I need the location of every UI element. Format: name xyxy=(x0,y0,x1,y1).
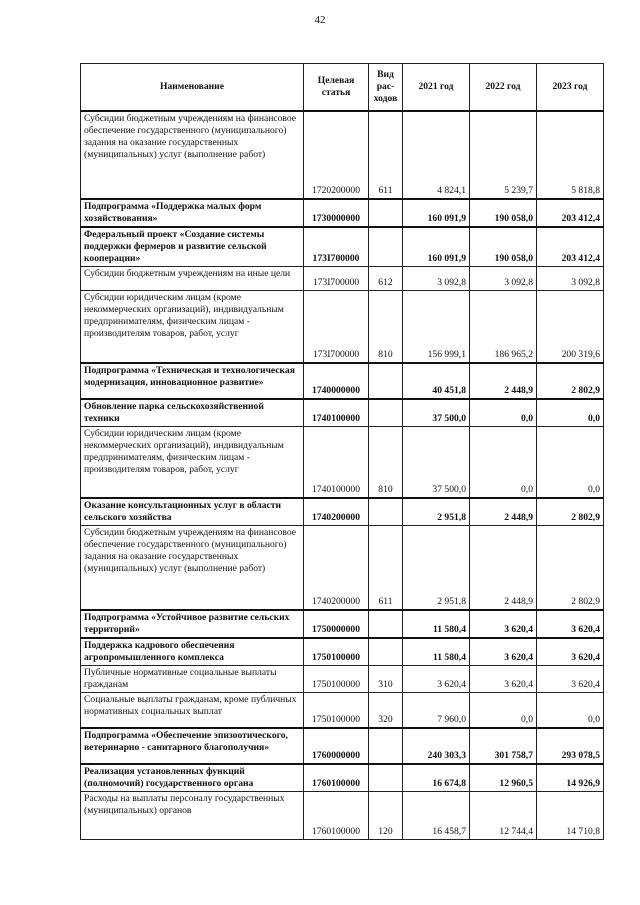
row-2023: 0,0 xyxy=(537,426,604,498)
row-2022: 0,0 xyxy=(470,399,537,427)
row-2022: 12 960,5 xyxy=(470,764,537,792)
row-name: Подпрограмма «Обеспечение эпизоотического, ветеринарно - санитарного благополучия» xyxy=(81,728,304,764)
row-2021: 16 458,7 xyxy=(403,792,470,840)
row-2021: 3 620,4 xyxy=(403,665,470,692)
row-kind xyxy=(369,498,403,526)
header-2023: 2023 год xyxy=(537,64,604,112)
table-row xyxy=(81,638,604,666)
row-2022: 2 448,9 xyxy=(470,526,537,610)
row-2022: 2 448,9 xyxy=(470,363,537,399)
table-row xyxy=(81,363,604,399)
row-code: 1730000000 xyxy=(304,199,369,227)
row-code: 173I700000 xyxy=(304,227,369,267)
row-2021: 40 451,8 xyxy=(403,363,470,399)
row-kind: 810 xyxy=(369,291,403,363)
row-code: 1750100000 xyxy=(304,638,369,666)
table-row xyxy=(81,111,604,199)
row-code: 173I700000 xyxy=(304,267,369,291)
row-code: 1750100000 xyxy=(304,692,369,728)
row-kind xyxy=(369,638,403,666)
row-2021: 11 580,4 xyxy=(403,610,470,638)
row-2021: 2 951,8 xyxy=(403,498,470,526)
row-2023: 203 412,4 xyxy=(537,199,604,227)
row-2021: 37 500,0 xyxy=(403,426,470,498)
header-2021: 2021 год xyxy=(403,64,470,112)
row-name: Подпрограмма «Техническая и технологическая модернизация, инновационное развитие» xyxy=(81,363,304,399)
row-2023: 2 802,9 xyxy=(537,526,604,610)
row-code: 1750000000 xyxy=(304,610,369,638)
budget-table xyxy=(80,63,604,840)
table-row xyxy=(81,227,604,267)
row-2021: 7 960,0 xyxy=(403,692,470,728)
row-kind: 611 xyxy=(369,526,403,610)
row-2023: 2 802,9 xyxy=(537,363,604,399)
table-row xyxy=(81,399,604,427)
row-kind xyxy=(369,764,403,792)
row-name: Субсидии бюджетным учреждениям на финансовое обеспечение государственного (муниципального) задания на оказание государственных (муниципальных) услуг (выполнение работ) xyxy=(81,526,304,610)
row-kind: 310 xyxy=(369,665,403,692)
row-2023: 203 412,4 xyxy=(537,227,604,267)
table-row xyxy=(81,498,604,526)
row-2022: 186 965,2 xyxy=(470,291,537,363)
row-2021: 11 580,4 xyxy=(403,638,470,666)
row-name: Субсидии бюджетным учреждениям на иные цели xyxy=(81,267,304,291)
row-2021: 240 303,3 xyxy=(403,728,470,764)
row-name: Публичные нормативные социальные выплаты гражданам xyxy=(81,665,304,692)
table-row xyxy=(81,665,604,692)
row-kind: 320 xyxy=(369,692,403,728)
row-code: 1760100000 xyxy=(304,792,369,840)
row-kind xyxy=(369,399,403,427)
row-code: 1760100000 xyxy=(304,764,369,792)
row-2023: 5 818,8 xyxy=(537,111,604,199)
row-name: Социальные выплаты гражданам, кроме публичных нормативных социальных выплат xyxy=(81,692,304,728)
row-kind: 810 xyxy=(369,426,403,498)
row-2023: 3 620,4 xyxy=(537,638,604,666)
row-2022: 2 448,9 xyxy=(470,498,537,526)
row-2022: 0,0 xyxy=(470,692,537,728)
row-kind: 612 xyxy=(369,267,403,291)
row-2022: 190 058,0 xyxy=(470,199,537,227)
page-number: 42 xyxy=(314,14,326,26)
row-kind xyxy=(369,728,403,764)
table-row xyxy=(81,728,604,764)
row-2022: 3 620,4 xyxy=(470,638,537,666)
row-kind xyxy=(369,610,403,638)
table-row xyxy=(81,426,604,498)
row-2023: 293 078,5 xyxy=(537,728,604,764)
row-2021: 3 092,8 xyxy=(403,267,470,291)
row-2021: 4 824,1 xyxy=(403,111,470,199)
row-kind: 611 xyxy=(369,111,403,199)
table-row xyxy=(81,199,604,227)
row-2022: 3 092,8 xyxy=(470,267,537,291)
row-name: Субсидии бюджетным учреждениям на финансовое обеспечение государственного (муниципального) задания на оказание государственных (муниципальных) услуг (выполнение работ) xyxy=(81,111,304,199)
table-row xyxy=(81,291,604,363)
header-name: Наименование xyxy=(81,64,304,112)
table-row xyxy=(81,526,604,610)
row-2022: 12 744,4 xyxy=(470,792,537,840)
row-2022: 3 620,4 xyxy=(470,610,537,638)
row-code: 1740000000 xyxy=(304,363,369,399)
header-kind: Вид рас-ходов xyxy=(369,64,403,112)
row-2021: 160 091,9 xyxy=(403,199,470,227)
row-2022: 0,0 xyxy=(470,426,537,498)
row-2023: 0,0 xyxy=(537,399,604,427)
row-2023: 14 710,8 xyxy=(537,792,604,840)
row-2023: 0,0 xyxy=(537,692,604,728)
table-row xyxy=(81,267,604,291)
row-2023: 3 620,4 xyxy=(537,610,604,638)
row-name: Оказание консультационных услуг в области сельского хозяйства xyxy=(81,498,304,526)
row-2021: 156 999,1 xyxy=(403,291,470,363)
row-name: Расходы на выплаты персоналу государственных (муниципальных) органов xyxy=(81,792,304,840)
row-kind xyxy=(369,363,403,399)
row-2022: 190 058,0 xyxy=(470,227,537,267)
row-kind xyxy=(369,199,403,227)
row-kind: 120 xyxy=(369,792,403,840)
row-2021: 16 674,8 xyxy=(403,764,470,792)
row-2022: 3 620,4 xyxy=(470,665,537,692)
table-row xyxy=(81,692,604,728)
row-name: Подпрограмма «Поддержка малых форм хозяйствования» xyxy=(81,199,304,227)
row-2021: 2 951,8 xyxy=(403,526,470,610)
table-row xyxy=(81,610,604,638)
table-row xyxy=(81,764,604,792)
row-code: 1740200000 xyxy=(304,526,369,610)
row-code: 1760000000 xyxy=(304,728,369,764)
row-2022: 5 239,7 xyxy=(470,111,537,199)
row-2021: 37 500,0 xyxy=(403,399,470,427)
row-name: Поддержка кадрового обеспечения агропромышленного комплекса xyxy=(81,638,304,666)
row-2023: 3 092,8 xyxy=(537,267,604,291)
row-name: Субсидии юридическим лицам (кроме некоммерческих организаций), индивидуальным предпринимателям, физическим лицам - производителям товаров, работ, услуг xyxy=(81,426,304,498)
row-kind xyxy=(369,227,403,267)
row-name: Федеральный проект «Создание системы поддержки фермеров и развитие сельской кооперации» xyxy=(81,227,304,267)
row-name: Обновление парка сельскохозяйственной техники xyxy=(81,399,304,427)
row-2023: 3 620,4 xyxy=(537,665,604,692)
row-2021: 160 091,9 xyxy=(403,227,470,267)
row-name: Реализация установленных функций (полномочий) государственного органа xyxy=(81,764,304,792)
table-row xyxy=(81,792,604,840)
row-code: 1740200000 xyxy=(304,498,369,526)
header-2022: 2022 год xyxy=(470,64,537,112)
row-code: 1740100000 xyxy=(304,426,369,498)
header-code: Целевая статья xyxy=(304,64,369,112)
row-2023: 2 802,9 xyxy=(537,498,604,526)
row-name: Субсидии юридическим лицам (кроме некоммерческих организаций), индивидуальным предпринимателям, физическим лицам - производителям товаров, работ, услуг xyxy=(81,291,304,363)
row-code: 1720200000 xyxy=(304,111,369,199)
row-2023: 200 319,6 xyxy=(537,291,604,363)
row-2023: 14 926,9 xyxy=(537,764,604,792)
header-row xyxy=(81,64,604,112)
row-2022: 301 758,7 xyxy=(470,728,537,764)
row-name: Подпрограмма «Устойчивое развитие сельских территорий» xyxy=(81,610,304,638)
row-code: 173I700000 xyxy=(304,291,369,363)
row-code: 1740100000 xyxy=(304,399,369,427)
row-code: 1750100000 xyxy=(304,665,369,692)
